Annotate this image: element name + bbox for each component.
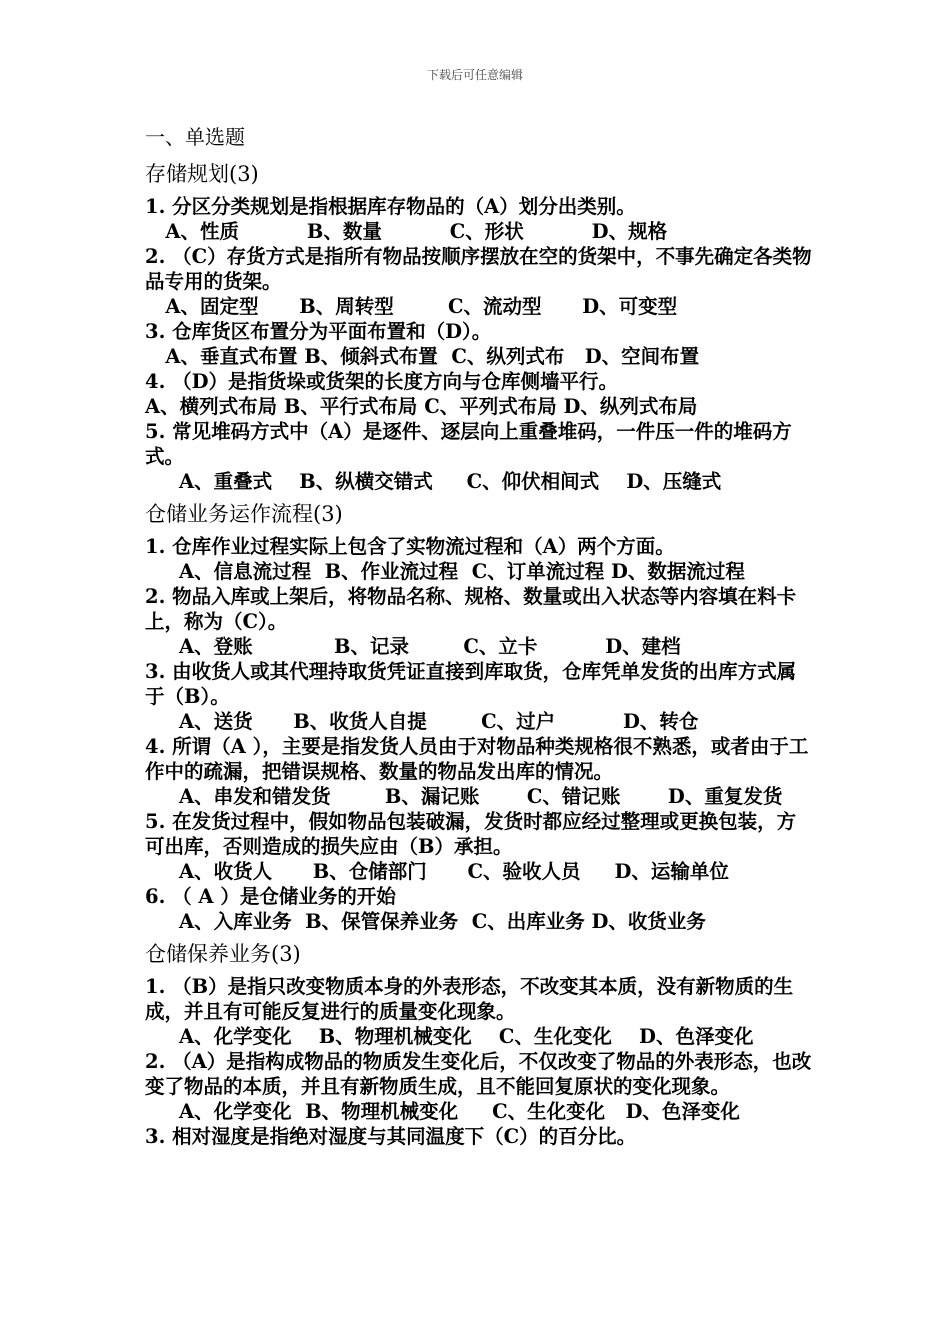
question-options: A、化学变化 B、物理机械变化 C、生化变化 D、色泽变化	[145, 1100, 740, 1123]
question-options: A、固定型 B、周转型 C、流动型 D、可变型	[145, 295, 678, 318]
question-options: A、性质 B、数量 C、形状 D、规格	[145, 220, 668, 243]
section-storage-maintenance	[145, 934, 815, 1149]
question-text: 3. 相对湿度是指绝对湿度与其同温度下（C）的百分比。	[145, 1125, 637, 1148]
question-text: 2. 物品入库或上架后，将物品名称、规格、数量或出入状态等内容填在料卡上，称为（C）。	[145, 585, 797, 633]
question-options: A、收货人 B、仓储部门 C、验收人员 D、运输单位	[145, 860, 729, 883]
question-text: 5. 常见堆码方式中（A）是逐件、逐层向上重叠堆码，一件压一件的堆码方式。	[145, 420, 792, 468]
question-options: A、串发和错发货 B、漏记账 C、错记账 D、重复发货	[145, 785, 783, 808]
question-options: A、垂直式布置 B、倾斜式布置 C、纵列式布 D、空间布置	[145, 345, 700, 368]
question-text: 5. 在发货过程中，假如物品包装破漏，发货时都应经过整理或更换包装，方可出库，否则造成的损失应由（B）承担。	[145, 810, 797, 858]
question-text: 3. 由收货人或其代理持取货凭证直接到库取货，仓库凭单发货的出库方式属于（B）。	[145, 660, 797, 708]
question-options: A、登账 B、记录 C、立卡 D、建档	[145, 635, 681, 658]
question-text: 4. （D）是指货垛或货架的长度方向与仓库侧墙平行。	[145, 370, 619, 393]
header-note: 下载后可任意编辑	[426, 68, 523, 82]
question-text: 2. （C）存货方式是指所有物品按顺序摆放在空的货架中，不事先确定各类物品专用的货架。	[145, 245, 812, 293]
section-warehouse-operations	[145, 494, 815, 934]
question-text: 2. （A）是指构成物品的物质发生变化后，不仅改变了物品的外表形态，也改变了物品的本质，并且有新物质生成，且不能回复原状的变化现象。	[145, 1050, 812, 1098]
question-options: A、送货 B、收货人自提 C、过户 D、转仓	[145, 710, 699, 733]
question-text: 3. 仓库货区布置分为平面布置和（D）。	[145, 320, 492, 343]
section-storage-planning	[145, 154, 815, 494]
main-title: 一、单选题	[145, 125, 245, 149]
question-options: A、重叠式 B、纵横交错式 C、仰伏相间式 D、压缝式	[145, 470, 722, 493]
question-options: A、横列式布局 B、平行式布局 C、平列式布局 D、纵列式布局	[145, 395, 698, 418]
question-text: 6. （ A ）是仓储业务的开始	[145, 885, 396, 908]
document-content	[145, 120, 815, 1149]
section-title: 仓储业务运作流程(3)	[145, 502, 343, 526]
question-text: 4. 所谓（A ），主要是指发货人员由于对物品种类规格很不熟悉，或者由于工作中的疏漏，把错误规格、数量的物品发出库的情况。	[145, 735, 809, 783]
question-text: 1. （B）是指只改变物质本身的外表形态，不改变其本质，没有新物质的生成，并且有可能反复进行的质量变化现象。	[145, 975, 794, 1023]
question-options: A、化学变化 B、物理机械变化 C、生化变化 D、色泽变化	[145, 1025, 754, 1048]
question-options: A、信息流过程 B、作业流过程 C、订单流过程 D、数据流过程	[145, 560, 745, 583]
question-text: 1. 分区分类规划是指根据库存物品的（A）划分出类别。	[145, 195, 636, 218]
section-title: 仓储保养业务(3)	[145, 942, 301, 966]
question-options: A、入库业务 B、保管保养业务 C、出库业务 D、收货业务	[145, 910, 706, 933]
section-title: 存储规划(3)	[145, 162, 259, 186]
question-text: 1. 仓库作业过程实际上包含了实物流过程和（A）两个方面。	[145, 535, 675, 558]
